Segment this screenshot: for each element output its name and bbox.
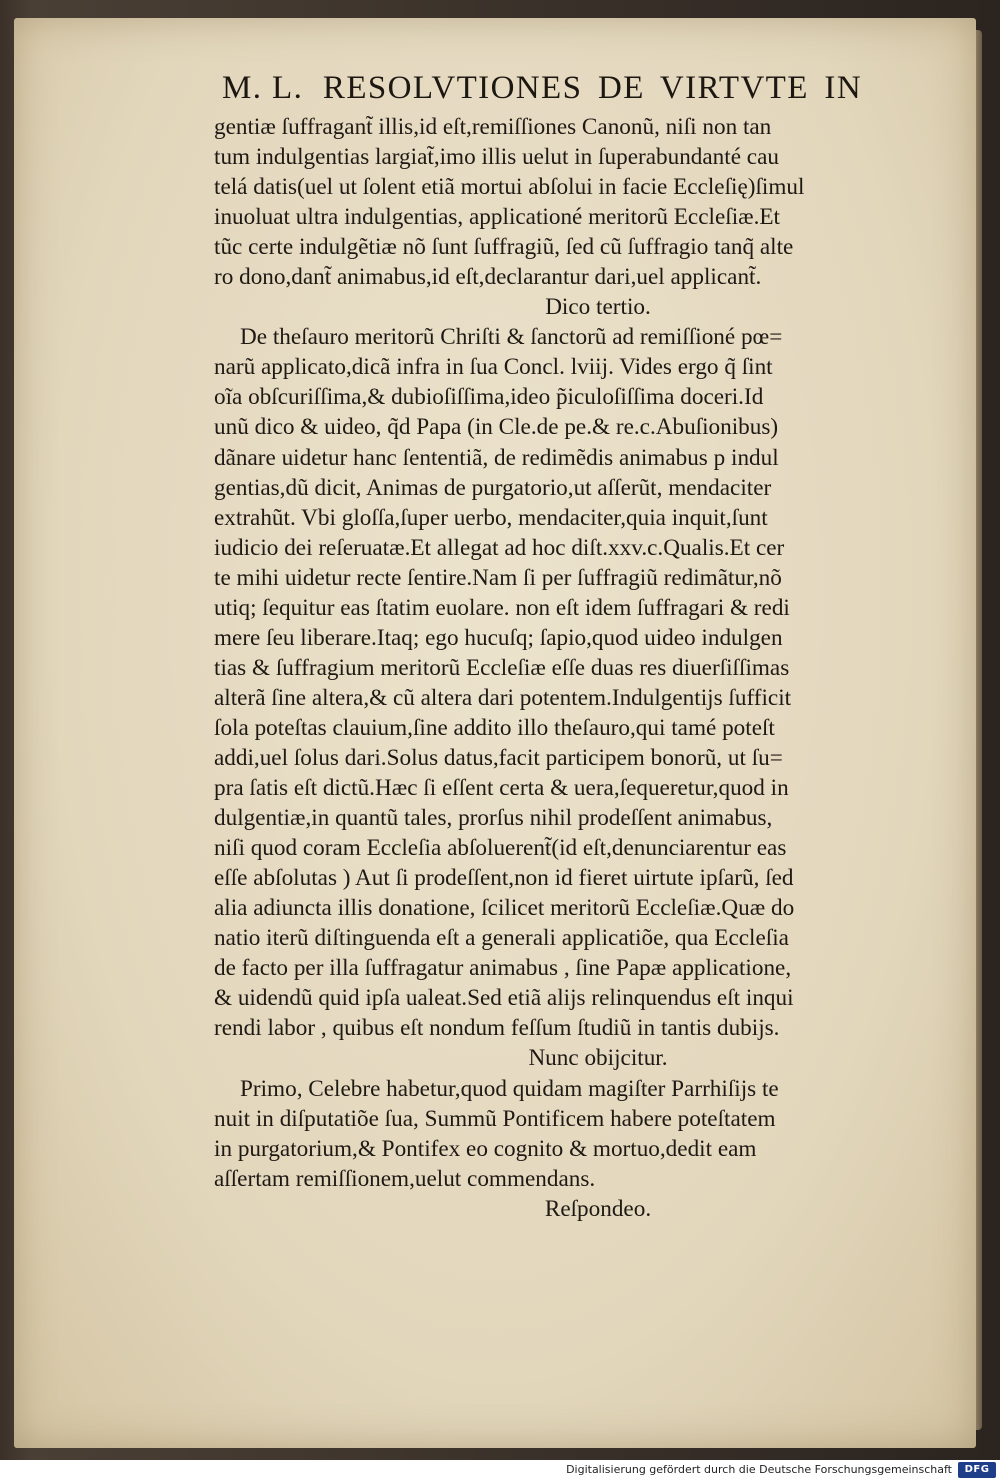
text-line: telá datis(uel ut ſolent etiã mortui abſolui in facie Eccleſię)ſimul xyxy=(214,174,805,201)
text-line: alterã ſine altera,& cũ altera dari potentem.Indulgentijs ſufficit xyxy=(214,684,792,711)
text-line: tũc certe indulgẽtiæ nõ ſunt ſuffragiũ, ſed cũ ſuffragio tanq̃ alte xyxy=(214,234,794,261)
text-line: in purgatorium,& Pontifex eo cognito & mortuo,dedit eam xyxy=(214,1135,757,1162)
text-line: tum indulgentias largiat̃,imo illis uelut in ſuperabundanté cau xyxy=(214,144,779,171)
text-line: addi,uel ſolus dari.Solus datus,facit participem bonorũ, ut ſu= xyxy=(214,744,783,771)
section-heading: Reſpondeo. xyxy=(544,1195,652,1222)
text-line: alia adiuncta illis donatione, ſcilicet meritorũ Eccleſiæ.Quæ do xyxy=(214,895,795,922)
running-head xyxy=(222,70,942,110)
text-line: gentias,dũ dicit, Animas de purgatorio,ut aſſerũt, mendaciter xyxy=(214,474,772,501)
text-line: natio iterũ diſtinguenda eſt a generali applicatiõe, qua Eccleſia xyxy=(214,925,789,952)
text-line: de facto per illa ſuffragatur animabus , ſine Papæ applicatione, xyxy=(214,955,792,982)
running-head-title: RESOLVTIONES DE VIRTVTE IN xyxy=(322,70,863,106)
text-line: rendi labor , quibus eſt nondum feſſum ſtudiũ in tantis dubijs. xyxy=(214,1015,780,1042)
body-text xyxy=(214,112,942,1224)
text-line: ſola poteſtas clauium,ſine addito illo theſauro,qui tamé poteſt xyxy=(214,714,775,741)
text-line: te mihi uidetur recte ſentire.Nam ſi per ſuffragiũ redimãtur,nõ xyxy=(214,564,782,591)
text-line: pra ſatis eſt dictũ.Hæc ſi eſſent certa & uera,ſequeretur,quod in xyxy=(214,775,789,802)
text-line: utiq; ſequitur eas ſtatim euolare. non eſt idem ſuffragari & redi xyxy=(214,594,790,621)
funding-credit: Digitalisierung gefördert durch die Deutsche Forschungsgemeinschaft xyxy=(566,1463,952,1476)
text-line: oĩa obſcuriſſima,& dubioſiſſima,ideo p̃iculoſiſſima doceri.Id xyxy=(214,384,764,411)
text-line: extrahũt. Vbi gloſſa,ſuper uerbo, mendaciter,quia inquit,ſunt xyxy=(214,504,768,531)
text-line: mere ſeu liberare.Itaq; ego hucuſq; ſapio,quod uideo indulgen xyxy=(214,624,783,651)
text-line: tias & ſuffragium meritorũ Eccleſiæ eſſe duas res diuerſiſſimas xyxy=(214,654,790,681)
text-line: iudicio dei reſeruatæ.Et allegat ad hoc diſt.xxv.c.Qualis.Et cer xyxy=(214,534,785,561)
section-heading: Nunc obijcitur. xyxy=(528,1045,668,1072)
text-line: De theſauro meritorũ Chriſti & ſanctorũ ad remiſſioné pœ= xyxy=(240,324,783,351)
text-line: dãnare uidetur hanc ſententiã, de redimẽdis animabus p indul xyxy=(214,444,779,471)
text-line: dulgentiæ,in quantũ tales, prorſus nihil prodeſſent animabus, xyxy=(214,805,773,832)
text-line: gentiæ ſuffragant̃ illis,id eſt,remiſſiones Canonũ, niſi non tan xyxy=(214,114,772,140)
text-line: unũ dico & uideo, q̃d Papa (in Cle.de pe.& re.c.Abuſionibus) xyxy=(214,414,779,441)
text-line: aſſertam remiſſionem,uelut commendans. xyxy=(214,1165,596,1192)
text-line: Primo, Celebre habetur,quod quidam magiſter Parrhiſijs te xyxy=(240,1075,779,1102)
text-line: inuoluat ultra indulgentias, applicationé meritorũ Eccleſiæ.Et xyxy=(214,204,780,231)
folio-mark: M. L. xyxy=(222,70,304,106)
digitization-footer xyxy=(0,1460,1000,1483)
text-line: narũ applicato,dicã infra in ſua Concl. lviij. Vides ergo q̃ ſint xyxy=(214,354,773,381)
text-line: & uidendũ quid ipſa ualeat.Sed etiã alijs relinquendus eſt inqui xyxy=(214,985,794,1012)
section-heading: Dico tertio. xyxy=(545,294,651,321)
text-line: niſi quod coram Eccleſia abſoluerent̃(id eſt,denunciarentur eas xyxy=(214,835,787,862)
text-line: ro dono,dant̃ animabus,id eſt,declarantur dari,uel applicant̃. xyxy=(214,264,762,291)
text-line: nuit in diſputatiõe ſua, Summũ Pontificem habere poteſtatem xyxy=(214,1105,776,1132)
dfg-logo-icon: DFG xyxy=(958,1462,996,1478)
text-line: eſſe abſolutas ) Aut ſi prodeſſent,non id fieret uirtute ipſarũ, ſed xyxy=(214,865,794,892)
